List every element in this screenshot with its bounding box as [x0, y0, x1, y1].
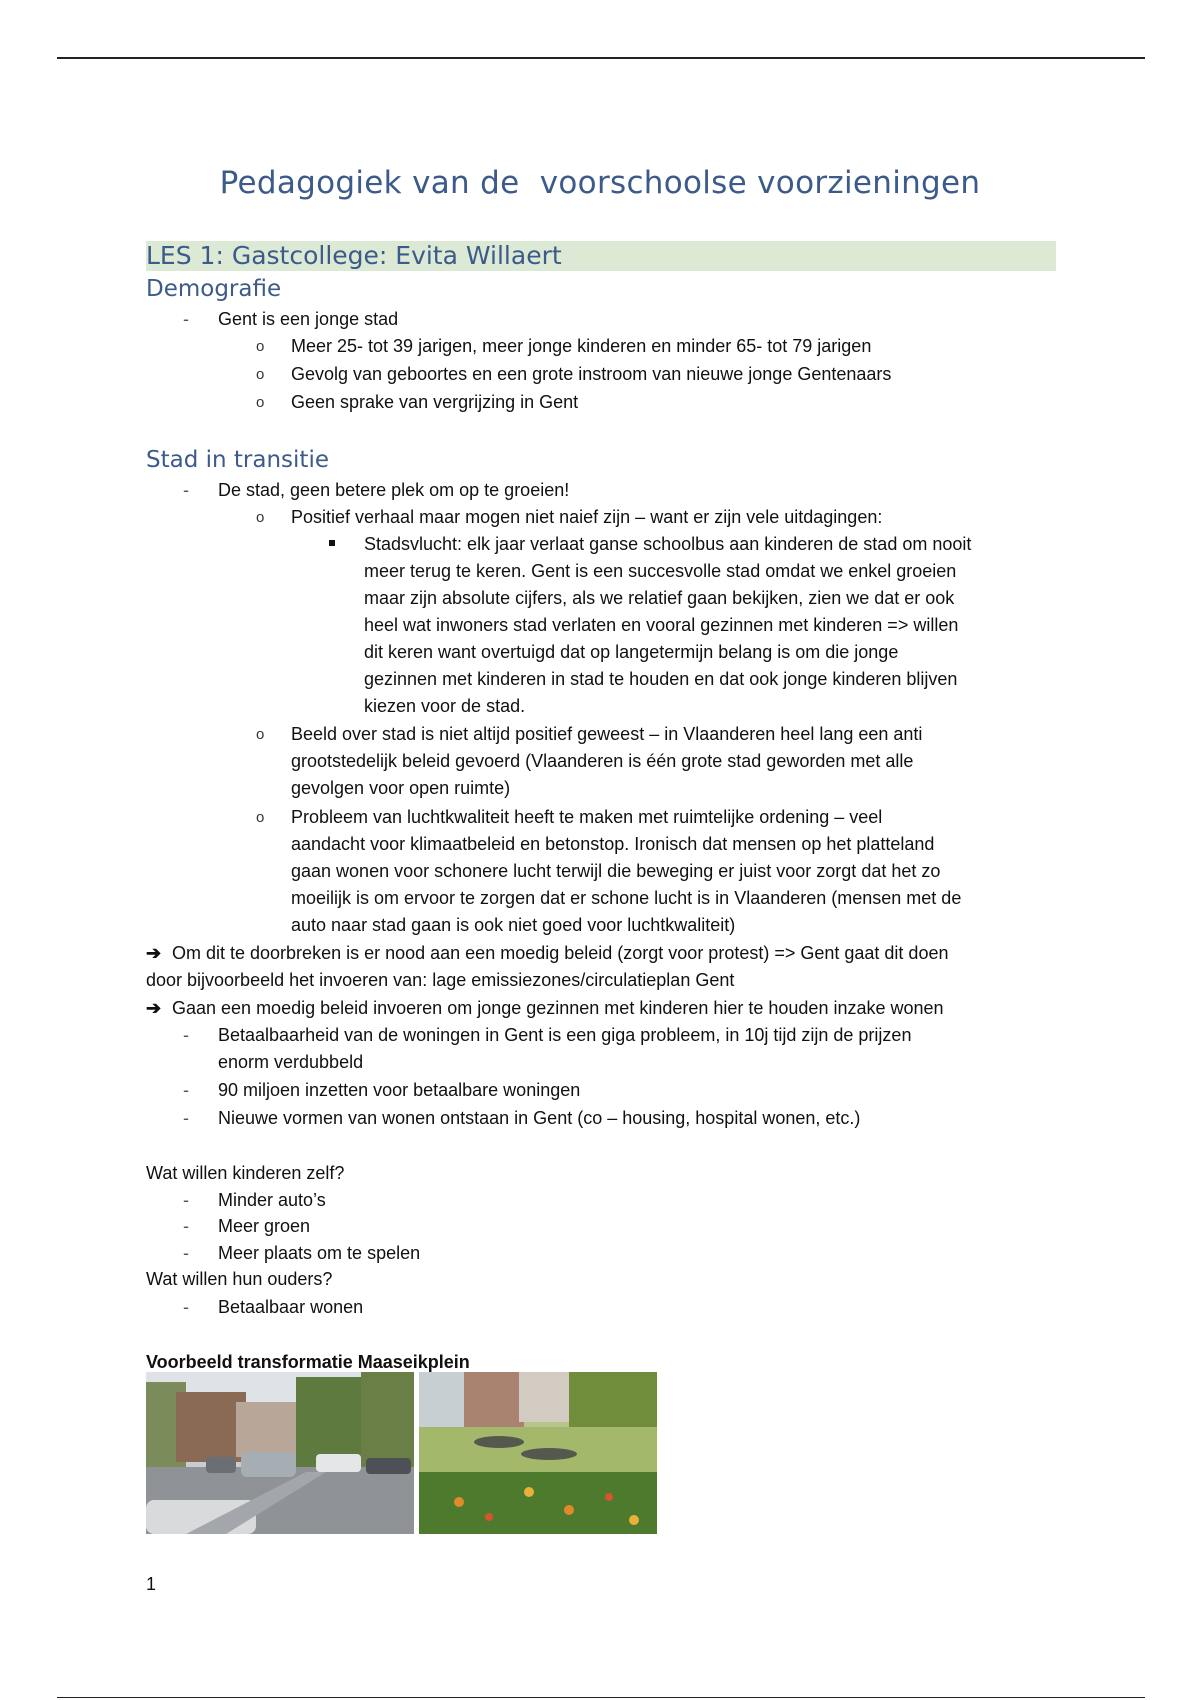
paragraph-line: door bijvoorbeeld het invoeren van: lage emissiezones/circulatieplan Gent — [146, 970, 735, 990]
paragraph-line: heel wat inwoners stad verlaten en vooral gezinnen met kinderen => willen — [364, 615, 959, 635]
sub-list-item: Gevolg van geboortes en een grote instroom van nieuwe jonge Gentenaars — [291, 364, 892, 384]
section-heading-demografie: Demografie — [146, 276, 282, 302]
footer-rule — [57, 1697, 1145, 1698]
paragraph-line: auto naar stad gaan is ook niet goed voor luchtkwaliteit) — [291, 915, 736, 935]
dash-bullet: - — [183, 1108, 189, 1128]
page-number: 1 — [146, 1574, 157, 1594]
circle-bullet: o — [256, 394, 265, 411]
dash-bullet: - — [183, 480, 189, 500]
dash-bullet: - — [183, 1080, 189, 1100]
paragraph-line: moeilijk is om ervoor te zorgen dat er schone lucht is in Vlaanderen (mensen met de — [291, 888, 962, 908]
list-item: Meer plaats om te spelen — [218, 1243, 421, 1263]
list-item: Minder auto’s — [218, 1190, 326, 1210]
circle-bullet: o — [256, 726, 265, 743]
dash-bullet: - — [183, 1190, 189, 1210]
arrow-icon: ➔ — [146, 943, 162, 963]
section-heading-stad-in-transitie: Stad in transitie — [146, 447, 329, 473]
example-caption: Voorbeeld transformatie Maaseikplein — [146, 1352, 470, 1372]
header-rule — [57, 57, 1145, 59]
paragraph-line: Om dit te doorbreken is er nood aan een moedig beleid (zorgt voor protest) => Gent gaat dit doen — [172, 943, 949, 963]
arrow-icon: ➔ — [146, 998, 162, 1018]
paragraph-line: Gaan een moedig beleid invoeren om jonge gezinnen met kinderen hier te houden inzake wonen — [172, 998, 944, 1018]
circle-bullet: o — [256, 509, 265, 526]
paragraph-line: gezinnen met kinderen in stad te houden en dat ook jonge kinderen blijven — [364, 669, 958, 689]
list-item: 90 miljoen inzetten voor betaalbare woningen — [218, 1080, 581, 1100]
paragraph-line: gaan wonen voor schonere lucht terwijl die beweging er juist voor zorgt dat het zo — [291, 861, 941, 881]
lesson-heading: LES 1: Gastcollege: Evita Willaert — [146, 241, 1056, 271]
paragraph-line: maar zijn absolute cijfers, als we relatief gaan bekijken, zien we dat er ook — [364, 588, 955, 608]
list-item: Betaalbaar wonen — [218, 1297, 364, 1317]
dash-bullet: - — [183, 1216, 189, 1236]
paragraph-line: gevolgen voor open ruimte) — [291, 778, 511, 798]
paragraph-line: aandacht voor klimaatbeleid en betonstop. Ironisch dat mensen op het platteland — [291, 834, 935, 854]
paragraph-line: Stadsvlucht: elk jaar verlaat ganse schoolbus aan kinderen de stad om nooit — [364, 534, 972, 554]
paragraph-line: Probleem van luchtkwaliteit heeft te maken met ruimtelijke ordening – veel — [291, 807, 883, 827]
circle-bullet: o — [256, 366, 265, 383]
list-item: Meer groen — [218, 1216, 311, 1236]
paragraph-line: grootstedelijk beleid gevoerd (Vlaanderen is één grote stad geworden met alle — [291, 751, 914, 771]
list-item: enorm verdubbeld — [218, 1052, 364, 1072]
dash-bullet: - — [183, 1025, 189, 1045]
sub-list-item: Meer 25- tot 39 jarigen, meer jonge kinderen en minder 65- tot 79 jarigen — [291, 336, 872, 356]
photo-after — [419, 1372, 657, 1534]
paragraph-line: Beeld over stad is niet altijd positief geweest – in Vlaanderen heel lang een anti — [291, 724, 923, 744]
paragraph-line: kiezen voor de stad. — [364, 696, 526, 716]
circle-bullet: o — [256, 809, 265, 826]
paragraph-line: meer terug te keren. Gent is een succesvolle stad omdat we enkel groeien — [364, 561, 957, 581]
sub-list-item: Geen sprake van vergrijzing in Gent — [291, 392, 579, 412]
list-item: Nieuwe vormen van wonen ontstaan in Gent (co – housing, hospital wonen, etc.) — [218, 1108, 861, 1128]
square-bullet-icon — [329, 540, 335, 546]
list-item: Gent is een jonge stad — [218, 309, 399, 329]
question-kinderen: Wat willen kinderen zelf? — [146, 1163, 345, 1183]
list-item: De stad, geen betere plek om op te groeien! — [218, 480, 570, 500]
photo-after-image — [419, 1372, 657, 1534]
sub-list-item: Positief verhaal maar mogen niet naief zijn – want er zijn vele uitdagingen: — [291, 507, 883, 527]
list-item: Betaalbaarheid van de woningen in Gent is een giga probleem, in 10j tijd zijn de prijzen — [218, 1025, 912, 1045]
dash-bullet: - — [183, 1243, 189, 1263]
dash-bullet: - — [183, 309, 189, 329]
photo-before — [146, 1372, 414, 1534]
circle-bullet: o — [256, 338, 265, 355]
question-ouders: Wat willen hun ouders? — [146, 1269, 333, 1289]
dash-bullet: - — [183, 1297, 189, 1317]
document-title: Pedagogiek van de voorschoolse voorzieningen — [219, 165, 981, 201]
paragraph-line: dit keren want overtuigd dat op langetermijn belang is om die jonge — [364, 642, 899, 662]
photo-before-image — [146, 1372, 414, 1534]
